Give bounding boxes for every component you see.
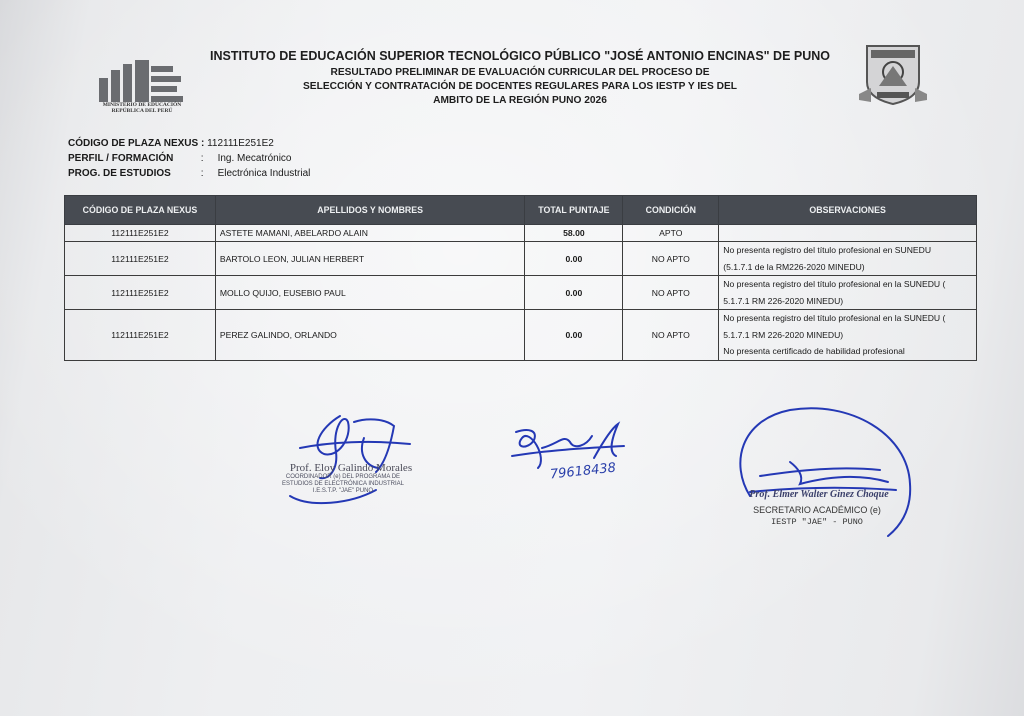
signature-1-role [272, 474, 414, 495]
cell-score: 0.00 [525, 276, 623, 310]
signature-3-name: Prof. Elmer Walter Ginez Choque [749, 489, 889, 500]
cell-score: 0.00 [525, 310, 623, 361]
observation-line: No presenta registro del título profesional en la SUNEDU ( [723, 279, 946, 289]
meta-program-label: PROG. DE ESTUDIOS [68, 168, 171, 179]
observation-line: No presenta certificado de habilidad profesional [723, 346, 905, 356]
meta-code-label: CÓDIGO DE PLAZA NEXUS : [68, 138, 205, 149]
signature-1-role-line2: ESTUDIOS DE ELECTRÓNICA INDUSTRIAL [281, 481, 405, 487]
table-row [65, 225, 977, 242]
table-row [65, 310, 977, 361]
cell-condition: NO APTO [623, 276, 719, 310]
meta-program-sep: : [200, 168, 204, 179]
meta-code-value: 112111E251E2 [207, 138, 274, 149]
signature-3-institution: IESTP "JAE" - PUNO [771, 517, 863, 527]
signature-2-number: 79618438 [549, 460, 617, 483]
observation-line: 5.1.7.1 RM 226-2020 MINEDU) [723, 329, 844, 340]
observation-line: No presenta registro del título profesional en la SUNEDU ( [723, 313, 946, 323]
cell-observations [719, 276, 977, 310]
meta-profile-label: PERFIL / FORMACIÓN [68, 153, 174, 164]
cell-observations [719, 242, 977, 276]
cell-code: 112111E251E2 [65, 242, 216, 276]
institution-title: INSTITUTO DE EDUCACIÓN SUPERIOR TECNOLÓGICO PÚBLICO "JOSÉ ANTONIO ENCINAS" DE PUNO [210, 49, 831, 63]
meta-profile-value: Ing. Mecatrónico [217, 153, 292, 164]
result-title-line1: RESULTADO PRELIMINAR DE EVALUACIÓN CURRICULAR DEL PROCESO DE [330, 67, 710, 78]
meta-program-row [68, 168, 310, 179]
cell-code: 112111E251E2 [65, 276, 216, 310]
header-code: CÓDIGO DE PLAZA NEXUS [65, 196, 216, 225]
cell-score: 58.00 [525, 225, 623, 242]
cell-name: MOLLO QUIJO, EUSEBIO PAUL [215, 276, 525, 310]
cell-condition: NO APTO [623, 310, 719, 361]
results-table [64, 195, 977, 361]
meta-profile-row [68, 153, 292, 164]
cell-condition: APTO [623, 225, 719, 242]
meta-code-row [68, 138, 274, 149]
minedu-caption-line1: MINISTERIO DE EDUCACIÓN [102, 102, 182, 108]
table-header-row [65, 196, 977, 225]
cell-code: 112111E251E2 [65, 225, 216, 242]
institution-crest [857, 42, 929, 108]
result-title-line3: AMBITO DE LA REGIÓN PUNO 2026 [433, 95, 607, 106]
observation-line: No presenta registro del título profesional en SUNEDU [723, 245, 932, 255]
signature-1-name: Prof. Eloy Galindo Morales [289, 462, 413, 474]
meta-program-value: Electrónica Industrial [217, 168, 311, 179]
cell-score: 0.00 [525, 242, 623, 276]
cell-condition: NO APTO [623, 242, 719, 276]
signature-1-role-line3: I.E.S.T.P. "JAE" PUNO [312, 488, 374, 494]
signature-1-role-line1: COORDINADOR (e) DEL PROGRAMA DE [285, 474, 401, 480]
header-observations: OBSERVACIONES [719, 196, 977, 225]
minedu-caption-line2: REPÚBLICA DEL PERÚ [111, 108, 173, 114]
header-condition: CONDICIÓN [623, 196, 719, 225]
result-title-line2: SELECCIÓN Y CONTRATACIÓN DE DOCENTES REGULARES PARA LOS IESTP Y IES DEL [303, 81, 737, 92]
minedu-caption [92, 102, 192, 114]
cell-code: 112111E251E2 [65, 310, 216, 361]
observation-line: (5.1.7.1 de la RM226-2020 MINEDU) [723, 261, 865, 272]
observation-line: 5.1.7.1 RM 226-2020 MINEDU) [723, 295, 844, 306]
cell-name: PEREZ GALINDO, ORLANDO [215, 310, 525, 361]
cell-observations [719, 310, 977, 361]
table-row [65, 276, 977, 310]
signature-3-role: SECRETARIO ACADÉMICO (e) [753, 505, 881, 515]
cell-name: BARTOLO LEON, JULIAN HERBERT [215, 242, 525, 276]
header-name: APELLIDOS Y NOMBRES [215, 196, 525, 225]
header-score: TOTAL PUNTAJE [525, 196, 623, 225]
cell-name: ASTETE MAMANI, ABELARDO ALAIN [215, 225, 525, 242]
meta-profile-sep: : [200, 153, 204, 164]
table-row [65, 242, 977, 276]
cell-observations [719, 225, 977, 242]
